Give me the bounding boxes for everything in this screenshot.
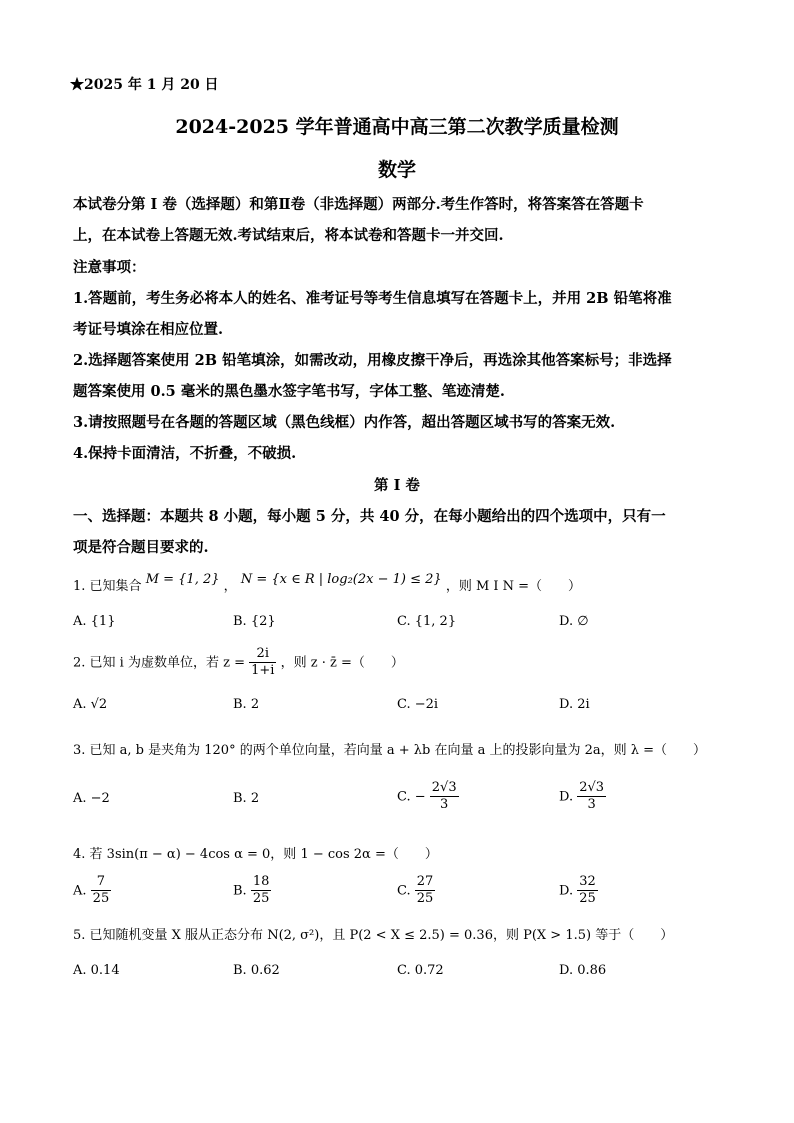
part-title: 第 I 卷 xyxy=(374,477,420,494)
q4-option-c-label: C. xyxy=(397,883,411,899)
notice-4: 4.保持卡面清洁，不折叠，不破损. xyxy=(73,445,297,462)
q3-option-c-fraction xyxy=(430,780,459,814)
q2-fraction-denominator: 1+i xyxy=(251,663,275,679)
q4-option-c-numerator: 27 xyxy=(415,874,436,891)
q4-option-a-numerator: 7 xyxy=(91,874,112,891)
q4-option-a-fraction xyxy=(91,874,112,908)
section-heading-line-2: 项是符合题目要求的. xyxy=(73,539,209,556)
q1-set-m: M = {1, 2} xyxy=(145,572,220,587)
q2-option-b: B. 2 xyxy=(233,697,260,712)
notice-2-line-1: 2.选择题答案使用 2B 铅笔填涂，如需改动，用橡皮擦干净后，再选涂其他答案标号；非选择 xyxy=(73,352,672,369)
q1-option-b: B. {2} xyxy=(233,614,276,629)
q4-option-d-numerator: 32 xyxy=(577,874,598,891)
q4-option-d xyxy=(559,874,598,908)
section-heading-line-1: 一、选择题：本题共 8 小题，每小题 5 分，共 40 分，在每小题给出的四个选项中，只有一 xyxy=(73,508,666,525)
question-1-stem xyxy=(73,572,582,594)
q1-option-a: A. {1} xyxy=(73,614,116,629)
q1-set-n: N = {x ∈ R | log₂(2x − 1) ≤ 2} xyxy=(240,572,442,587)
q4-option-a-denominator: 25 xyxy=(92,891,110,907)
exam-title: 2024-2025 学年普通高中高三第二次教学质量检测 xyxy=(175,116,619,138)
notice-3: 3.请按照题号在各题的答题区域（黑色线框）内作答，超出答题区域书写的答案无效. xyxy=(73,414,616,431)
q3-option-d-fraction xyxy=(577,780,606,814)
q3-option-d-numerator: 2√3 xyxy=(577,780,606,797)
subject-title: 数学 xyxy=(377,159,416,181)
notice-title: 注意事项： xyxy=(73,259,146,276)
q2-stem-text: 2. 已知 i 为虚数单位，若 z = xyxy=(73,655,245,671)
q3-option-c xyxy=(397,780,459,814)
q5-option-a: A. 0.14 xyxy=(73,963,120,978)
intro-line-1: 本试卷分第 I 卷（选择题）和第Ⅱ卷（非选择题）两部分.考生作答时，将答案答在答题卡 xyxy=(73,196,644,213)
q2-option-c: C. −2i xyxy=(397,697,439,712)
intro-line-2: 上，在本试卷上答题无效.考试结束后，将本试卷和答题卡一并交回. xyxy=(73,227,504,244)
q5-option-b: B. 0.62 xyxy=(233,963,280,978)
q3-option-d-label: D. xyxy=(559,789,574,805)
q4-option-b-denominator: 25 xyxy=(252,891,270,907)
q3-option-d-denominator: 3 xyxy=(587,797,596,813)
question-4-stem: 4. 若 3sin(π − α) − 4cos α = 0，则 1 − cos 2α =（ ） xyxy=(73,847,438,862)
question-3-options xyxy=(73,780,733,824)
q4-option-b-fraction xyxy=(251,874,272,908)
q4-option-b xyxy=(233,874,271,908)
q5-option-c: C. 0.72 xyxy=(397,963,444,978)
question-2-stem xyxy=(73,646,404,680)
q1-stem-end: ，则 M Ⅰ N =（ ） xyxy=(445,579,582,594)
notice-1-line-1: 1.答题前，考生务必将本人的姓名、准考证号等考生信息填写在答题卡上，并用 2B 铅笔将准 xyxy=(73,290,672,307)
q3-option-b: B. 2 xyxy=(233,791,260,806)
q3-option-d xyxy=(559,780,606,814)
q4-option-a-label: A. xyxy=(73,883,87,899)
q3-option-c-denominator: 3 xyxy=(440,797,449,813)
q4-option-a xyxy=(73,874,111,908)
q2-option-d: D. 2i xyxy=(559,697,590,712)
q1-option-c: C. {1, 2} xyxy=(397,614,457,629)
q1-separator: ， xyxy=(223,579,237,594)
q4-option-c-denominator: 25 xyxy=(416,891,434,907)
q4-option-c-fraction xyxy=(415,874,436,908)
q2-fraction-numerator: 2i xyxy=(249,646,276,663)
exam-date: ★2025 年 1 月 20 日 xyxy=(70,77,219,93)
q1-stem-text: 1. 已知集合 xyxy=(73,579,142,594)
notice-2-line-2: 题答案使用 0.5 毫米的黑色墨水签字笔书写，字体工整、笔迹清楚. xyxy=(73,383,505,400)
q4-option-c xyxy=(397,874,435,908)
q2-option-a: A. √2 xyxy=(73,697,108,712)
q2-fraction xyxy=(249,646,276,680)
notice-1-line-2: 考证号填涂在相应位置. xyxy=(73,321,224,338)
q4-option-b-numerator: 18 xyxy=(251,874,272,891)
q2-stem-end: ，则 z · z̄ =（ ） xyxy=(280,655,404,671)
q5-option-d: D. 0.86 xyxy=(559,963,607,978)
q4-option-d-label: D. xyxy=(559,883,574,899)
q3-option-c-label: C. − xyxy=(397,789,426,805)
q4-option-d-fraction xyxy=(577,874,598,908)
q4-option-b-label: B. xyxy=(233,883,247,899)
q3-option-a: A. −2 xyxy=(73,791,110,806)
q1-option-d: D. ∅ xyxy=(559,614,589,629)
question-5-stem: 5. 已知随机变量 X 服从正态分布 N(2, σ²)，且 P(2 < X ≤ 2.5) = 0.36，则 P(X > 1.5) 等于（ ） xyxy=(73,928,674,943)
q3-option-c-numerator: 2√3 xyxy=(430,780,459,797)
q4-option-d-denominator: 25 xyxy=(579,891,596,907)
question-4-options xyxy=(73,874,733,914)
question-3-stem: 3. 已知 a, b 是夹角为 120° 的两个单位向量，若向量 a + λb 在向量 a 上的投影向量为 2a，则 λ =（ ） xyxy=(73,743,707,758)
